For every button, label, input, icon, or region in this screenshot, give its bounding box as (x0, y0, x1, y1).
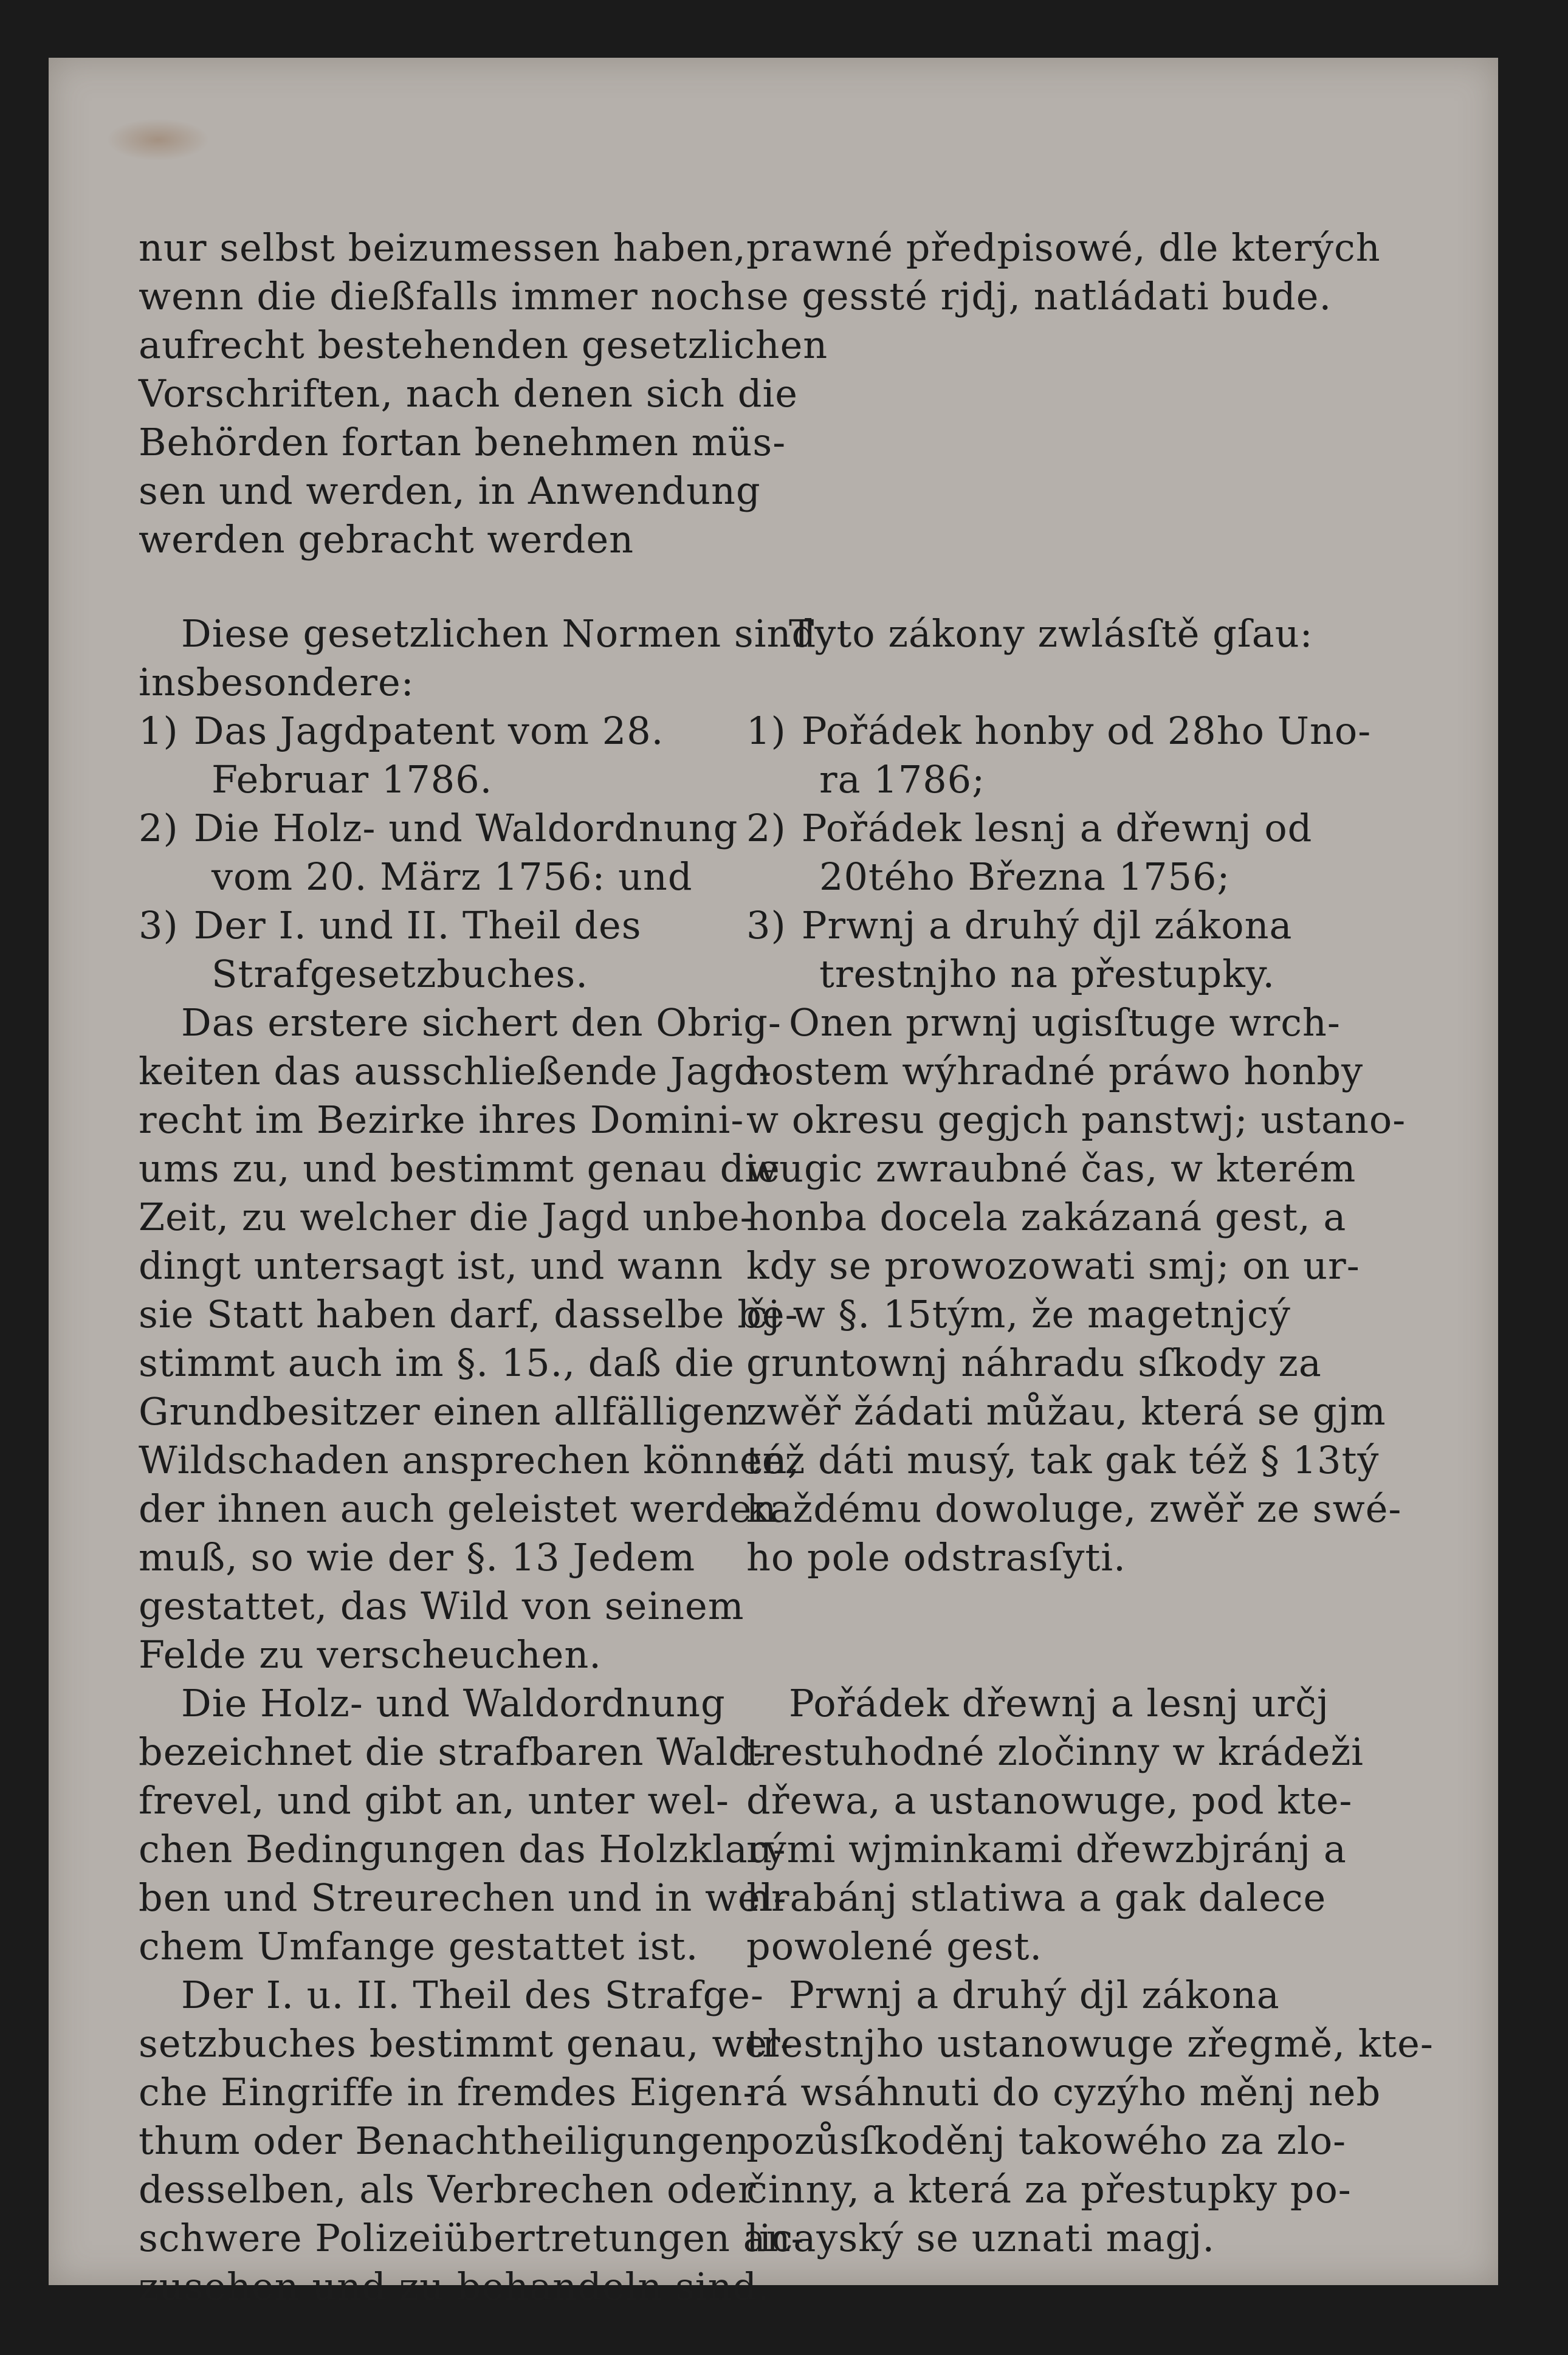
text-line: chem Umfange gestattet ist. (139, 1924, 699, 1968)
czech-list-item (746, 707, 1372, 755)
german-list-item (139, 707, 746, 755)
german-intro-line: nur selbst beizumessen haben, (139, 225, 746, 270)
column-spacer (746, 1582, 1354, 1679)
czech-column (746, 224, 1434, 2263)
text-line: kdy se prowozowati smj; on ur- (746, 1243, 1360, 1288)
list-continuation: trestnjho na přestupky. (819, 952, 1276, 996)
text-line: frevel, und gibt an, unter wel- (139, 1778, 729, 1823)
text-line: der ihnen auch geleistet werden (139, 1487, 777, 1531)
czech-intro (746, 224, 1381, 321)
text-line: licayský se uznati magj. (746, 2216, 1216, 2260)
czech-intro-line: se gessté rjdj, natládati bude. (746, 274, 1332, 318)
german-intro-line: wenn die dießfalls immer noch (139, 274, 746, 318)
text-line: dřewa, a ustanowuge, pod kte- (746, 1778, 1353, 1823)
list-number: 3) (139, 903, 179, 947)
list-text: Das Jagdpatent vom 28. (193, 709, 664, 753)
text-line: muß, so wie der §. 13 Jedem (139, 1535, 696, 1580)
text-line: činny, a která za přestupky po- (746, 2167, 1352, 2212)
german-intro-line: Behörden fortan benehmen müs- (139, 420, 786, 464)
text-line: Onen prwnj ugisſtuge wrch- (789, 1000, 1341, 1045)
list-text: Pořádek honby od 28ho Uno- (801, 709, 1372, 753)
german-intro-line: werden gebracht werden (139, 517, 634, 562)
czech-list-item (746, 901, 1354, 950)
text-line: w okresu gegjch panstwj; ustano- (746, 1098, 1406, 1142)
text-line: dingt untersagt ist, und wann (139, 1243, 724, 1288)
list-continuation: ra 1786; (819, 757, 985, 802)
text-line: ums zu, und bestimmt genau die (139, 1146, 780, 1191)
list-continuation: 20tého Března 1756; (819, 854, 1231, 899)
text-line: Felde zu verscheuchen. (139, 1632, 602, 1677)
german-intro-line: aufrecht bestehenden gesetzlichen (139, 323, 828, 367)
text-line: nostem wýhradné práwo honby (746, 1049, 1364, 1093)
text-line: Das erstere sichert den Obrig- (181, 1000, 782, 1045)
text-line: stimmt auch im §. 15., daß die (139, 1341, 735, 1385)
list-number: 1) (746, 709, 786, 753)
list-continuation: Strafgesetzbuches. (211, 952, 588, 996)
german-paragraph-1 (139, 999, 800, 1679)
text-line: Wildschaden ansprechen können, (139, 1438, 800, 1482)
text-line: Der I. u. II. Theil des Strafge- (181, 1973, 764, 2017)
czech-heading (746, 610, 1354, 658)
list-number: 3) (746, 903, 786, 947)
german-heading (139, 610, 817, 707)
list-text: Prwnj a druhý djl zákona (801, 903, 1293, 947)
text-line: trestuhodné zločinny w krádeži (746, 1730, 1364, 1774)
list-number: 2) (139, 806, 179, 850)
list-number: 1) (139, 709, 179, 753)
column-spacer (746, 321, 1354, 564)
list-number: 2) (746, 806, 786, 850)
czech-paragraph-2 (746, 1679, 1364, 1971)
text-line: desselben, als Verbrechen oder (139, 2167, 757, 2212)
text-line: honba docela zakázaná gest, a (746, 1195, 1347, 1239)
german-heading-line: insbesondere: (139, 660, 414, 704)
text-line: Prwnj a druhý djl zákona (789, 1973, 1280, 2017)
german-list (139, 707, 746, 999)
text-line: Zeit, zu welcher die Jagd unbe- (139, 1195, 754, 1239)
czech-paragraph-1 (746, 999, 1406, 1582)
text-line: rá wsáhnuti do cyzýho měnj neb (746, 2070, 1381, 2114)
text-line: gestattet, das Wild von seinem (139, 1584, 744, 1628)
czech-list-item (746, 804, 1354, 853)
text-line: rými wjminkami dřewzbjránj a (746, 1827, 1347, 1871)
text-line: che Eingriffe in fremdes Eigen- (139, 2070, 757, 2114)
text-line: zusehen und zu behandeln sind. (139, 2264, 770, 2309)
german-heading-line: Diese gesetzlichen Normen sind (181, 611, 817, 656)
text-line: každému dowoluge, zwěř ze swé- (746, 1487, 1402, 1531)
czech-paragraph-3 (746, 1971, 1434, 2263)
text-line: Pořádek dřewnj a lesnj určj (789, 1681, 1330, 1725)
czech-heading-line: Tyto zákony zwlásſtě gſau: (789, 611, 1313, 656)
text-line: setzbuches bestimmt genau, wel- (139, 2021, 794, 2066)
text-line: powolené gest. (746, 1924, 1043, 1968)
text-line: pozůsſkoděnj takowého za zlo- (746, 2119, 1347, 2163)
list-continuation: vom 20. März 1756: und (211, 854, 693, 899)
list-text: Die Holz- und Waldordnung (193, 806, 738, 850)
text-line: recht im Bezirke ihres Domini- (139, 1098, 744, 1142)
text-line: ho pole odstrasſyti. (746, 1535, 1126, 1580)
list-text: Pořádek lesnj a dřewnj od (801, 806, 1313, 850)
text-line: Grundbesitzer einen allfälligen (139, 1389, 751, 1434)
text-line: keiten das ausschließende Jagd- (139, 1049, 772, 1093)
text-line: hrabánj stlatiwa a gak dalece (746, 1875, 1327, 1920)
paper-stain (106, 119, 210, 161)
german-intro (139, 224, 828, 564)
column-spacer (746, 658, 1354, 707)
german-list-item (139, 901, 746, 950)
text-line: chen Bedingungen das Holzklau- (139, 1827, 786, 1871)
text-line: gruntownj náhradu sſkody za (746, 1341, 1322, 1385)
list-continuation: Februar 1786. (211, 757, 493, 802)
german-paragraph-2 (139, 1679, 787, 1971)
german-paragraph-3 (139, 1971, 805, 2311)
text-line: Die Holz- und Waldordnung (181, 1681, 726, 1725)
text-line: též dáti musý, tak gak též § 13tý (746, 1438, 1380, 1482)
text-line: zwěř žádati můžau, která se gjm (746, 1389, 1386, 1434)
german-intro-line: Vorschriften, nach denen sich die (139, 371, 799, 416)
text-line: wugic zwraubné čas, w kterém (746, 1146, 1357, 1191)
text-line: thum oder Benachtheiligungen (139, 2119, 750, 2163)
german-column (139, 224, 828, 2311)
list-text: Der I. und II. Theil des (193, 903, 642, 947)
czech-intro-line: prawné předpisowé, dle kterých (746, 225, 1381, 270)
text-line: čj w §. 15tým, že magetnjcý (746, 1292, 1291, 1336)
german-intro-line: sen und werden, in Anwendung (139, 469, 761, 513)
text-line: schwere Polizeiübertretungen an- (139, 2216, 805, 2260)
german-list-item (139, 804, 746, 853)
text-line: bezeichnet die strafbaren Wald- (139, 1730, 767, 1774)
text-line: sie Statt haben darf, dasselbe be- (139, 1292, 799, 1336)
czech-list (746, 707, 1372, 999)
text-line: ben und Streurechen und in wel- (139, 1875, 787, 1920)
text-line: trestnjho ustanowuge zřegmě, kte- (746, 2021, 1434, 2066)
